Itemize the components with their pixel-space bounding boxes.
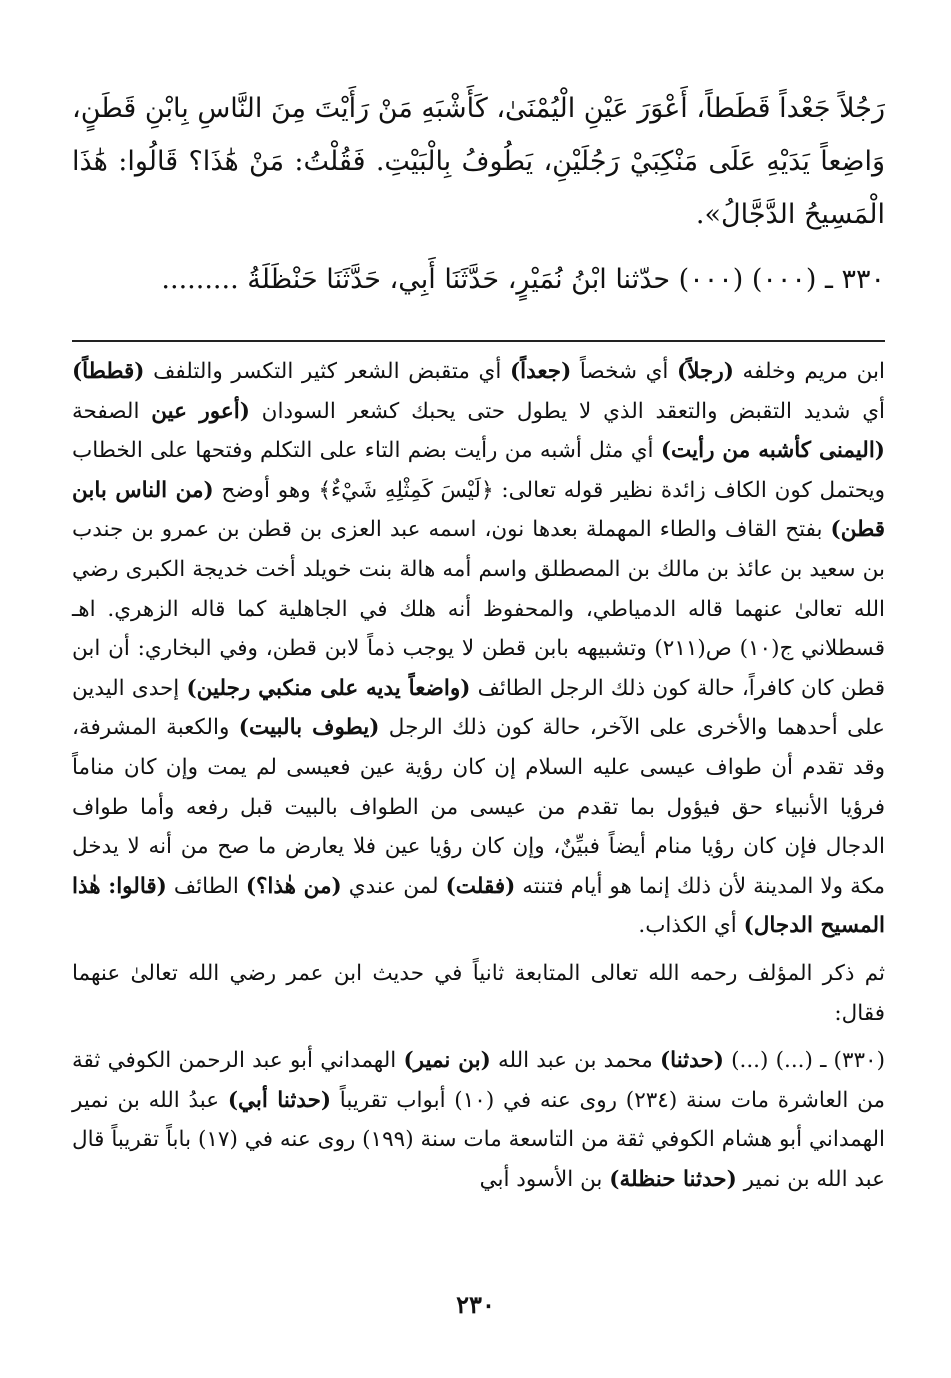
bold-term: (بن نمير) [403, 1048, 491, 1074]
text-run: والكعبة المشرفة، وقد تقدم أن طواف عيسى عليه السلام إن كان رؤية عين فعيسى لم يمت وإن كان مناماً فرؤيا الأنبياء حق فيؤول بما تقدم من عيسى من الطواف بالبيت قبل رفعه وأما طواف الدجال فإن كان رؤيا منام أيضاً فبيِّنٌ، وإن كان رؤيا عين فلا يعارض ما صح من أنه لا يدخل مكة ولا المدينة لأن ذلك إنما هو أيام فتنته [72, 715, 885, 899]
bold-term: (يطوف بالبيت) [238, 715, 380, 741]
text-run: (٣٣٠) ـ (...) (...) [723, 1048, 885, 1074]
text-run: ابن مريم وخلفه [733, 359, 885, 384]
bold-term: (حدثنا أبي) [227, 1087, 332, 1113]
isnad-chain: ٣٣٠ ـ (٠٠٠) (٠٠٠) حدّثنا ابْنُ نُمَيْرٍ، حَدَّثَنَا أَبِي، حَدَّثَنَا حَنْظَلَةُ ......... [161, 264, 885, 295]
text-run: إحدى اليدين على أحدهما والأخرى على الآخر، حالة كون ذلك الرجل [72, 675, 885, 741]
bold-term: (من هٰذا؟) [245, 873, 342, 899]
text-run: لمن عندي [341, 873, 446, 899]
text-run: الهمداني أبو عبد الرحمن الكوفي ثقة من العاشرة مات سنة (٢٣٤) روى عنه في (١٠) أبواب تقريباً [72, 1048, 885, 1113]
commentary-paragraph-3 [72, 1041, 885, 1199]
page-number: ٢٣٠ [456, 1290, 495, 1319]
commentary-paragraph-2: ثم ذكر المؤلف رحمه الله تعالى المتابعة ثانياً في حديث ابن عمر رضي الله تعالىٰ عنهما فقال: [72, 960, 885, 1026]
text-run: محمد بن عبد الله [490, 1048, 660, 1074]
bold-term: (قالوا: هٰذا المسيح الدجال) [72, 873, 885, 939]
text-run: أي شديد التقبض والتعقد الذي لا يطول حتى يحبك كشعر السودان [249, 398, 885, 424]
hadith-text: رَجُلاً جَعْداً قَطَطاً، أَعْوَرَ عَيْنِ الْيُمْنَىٰ، كَأَشْبَهِ مَنْ رَأَيْتَ مِنَ النَّاسِ بِابْنِ قَطَنٍ، وَاضِعاً يَدَيْهِ عَلَى مَنْكِبَيْ رَجُلَيْنِ، يَطُوفُ بِالْبَيْتِ. فَقُلْتُ: مَنْ هَٰذَا؟ قَالُوا: هَٰذَا الْمَسِيحُ الدَّجَّالُ». [72, 93, 885, 230]
bold-term: (رجلاً) [677, 359, 734, 384]
text-run: الطائف [166, 873, 246, 899]
text-run: أي متقبض الشعر كثير التكسر والتلفف [144, 359, 510, 384]
commentary [72, 352, 885, 1199]
text-run: عبدُ الله بن نمير الهمداني أبو هشام الكوفي ثقة من التاسعة مات سنة (١٩٩) روى عنه في (١٧) باباً تقريباً قال عبد الله بن نمير [72, 1087, 885, 1192]
bold-term: (اليمنى كأشبه من رأيت) [660, 438, 885, 464]
text-run: بفتح القاف والطاء المهملة بعدها نون، اسمه عبد العزى بن قطن بن عمرو بن جندب بن سعيد بن عائذ بن مالك بن المصطلق واسم أمه هالة بنت خويلد أخت خديجة الكبرى رضي الله تعالىٰ عنهما قاله الدمياطي، والمحفوظ أنه هلك في الجاهلية كما قاله الزهري. اهـ قسطلاني ج(١٠) ص(٢١١) وتشبيهه بابن قطن لا يوجب ذماً لابن قطن، وفي البخاري: أن ابن قطن كان كافراً، حالة كون ذلك الرجل الطائف [72, 517, 885, 701]
footnote-divider [72, 340, 885, 342]
bold-term: (قططاً) [72, 359, 145, 384]
bold-term: (حدثنا) [659, 1048, 724, 1074]
text-run: أي الكذاب. [638, 913, 744, 939]
bold-term: (فقلت) [445, 873, 516, 899]
bold-term: (أعور عين [151, 398, 250, 424]
text-run: بن الأسود أبي [479, 1166, 610, 1192]
bold-term: (من الناس بابن قطن) [72, 477, 885, 543]
text-run: الصفحة [72, 398, 152, 424]
commentary-paragraph-1 [72, 352, 885, 946]
bold-term: (جعداً) [509, 359, 572, 384]
text-run: أي شخصاً [571, 359, 678, 384]
bold-term: (واضعاً يديه على منكبي رجلين) [186, 675, 471, 701]
text-run: أي مثل أشبه من رأيت بضم التاء على التكلم وفتحها على الخطاب ويحتمل كون الكاف زائدة نظير قوله تعالى: ﴿لَيْسَ كَمِثْلِهِ شَيْءٌ﴾ وهو أوضح [72, 438, 886, 503]
bold-term: (حدثنا حنظلة) [609, 1166, 737, 1192]
